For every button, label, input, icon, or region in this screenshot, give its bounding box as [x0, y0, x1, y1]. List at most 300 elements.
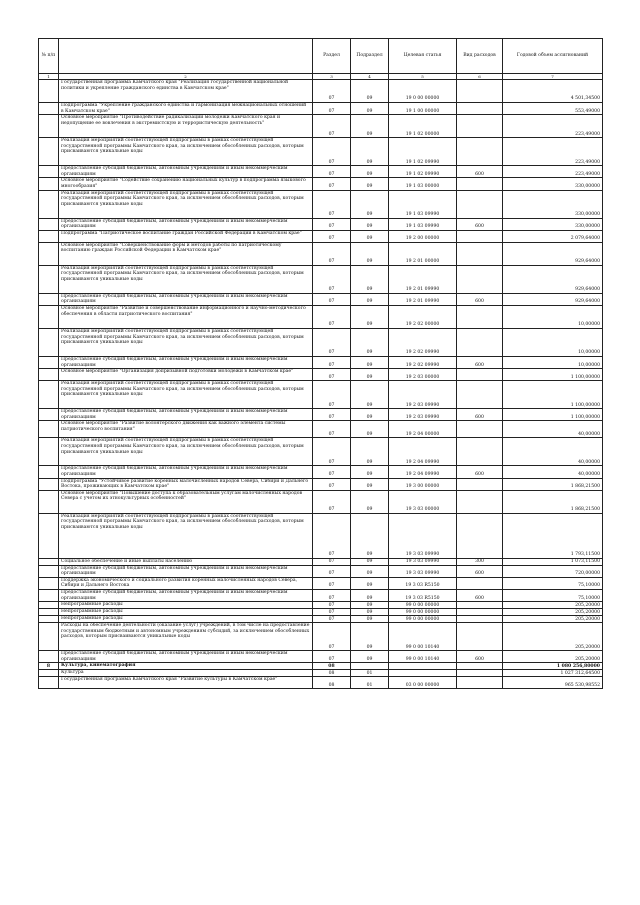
row-razdel: 07: [313, 328, 351, 356]
row-name: Реализация мероприятий соответствующей подпрограммы в рамках соответствующей государственной программы Камчатского края, за исключением обособленных расходов, которым присваиваются уникальные коды: [59, 328, 313, 356]
row-name: Поддержка экономического и социального развития коренных малочисленных народов Севера, Сибири и Дальнего Востока: [59, 577, 313, 589]
row-statya: 19 0 00 00000: [389, 80, 457, 103]
table-row: [39, 103, 603, 115]
row-vid: [457, 490, 503, 513]
row-sum: 929,64000: [503, 265, 603, 293]
row-number: [39, 651, 59, 663]
row-vid: 600: [457, 218, 503, 230]
row-sum: 1 073,11500: [503, 558, 603, 565]
row-razdel: 07: [313, 616, 351, 623]
row-statya: 19 2 02 09990: [389, 356, 457, 368]
header-num: № п/п: [39, 39, 59, 74]
header-row: [39, 39, 603, 74]
table-row: [39, 190, 603, 218]
row-statya: 19 1 03 00000: [389, 178, 457, 190]
row-number: [39, 293, 59, 305]
row-statya: 99 0 00 00000: [389, 609, 457, 616]
row-podrazdel: [351, 663, 389, 670]
row-sum: 929,64000: [503, 293, 603, 305]
row-sum: 330,00000: [503, 190, 603, 218]
row-sum: 553,49000: [503, 103, 603, 115]
row-vid: 600: [457, 409, 503, 421]
row-razdel: 07: [313, 190, 351, 218]
row-number: [39, 178, 59, 190]
row-podrazdel: 09: [351, 381, 389, 409]
row-number: [39, 369, 59, 381]
column-index: 7: [503, 74, 603, 80]
row-number: [39, 466, 59, 478]
table-row: [39, 616, 603, 623]
row-statya: [389, 663, 457, 670]
row-statya: 19 1 03 09990: [389, 218, 457, 230]
table-row: [39, 381, 603, 409]
row-statya: 19 2 04 09990: [389, 438, 457, 466]
row-statya: 99 0 00 10140: [389, 623, 457, 651]
row-vid: [457, 478, 503, 490]
row-podrazdel: 09: [351, 513, 389, 558]
row-sum: 1 100,00000: [503, 409, 603, 421]
table-row: [39, 602, 603, 609]
row-sum: 720,00000: [503, 565, 603, 577]
table-row: [39, 609, 603, 616]
row-razdel: 07: [313, 369, 351, 381]
row-razdel: 07: [313, 421, 351, 438]
row-vid: [457, 438, 503, 466]
row-number: [39, 616, 59, 623]
row-podrazdel: 09: [351, 115, 389, 138]
table-row: [39, 230, 603, 242]
row-statya: 19 2 01 09990: [389, 265, 457, 293]
row-sum: 223,49000: [503, 115, 603, 138]
row-podrazdel: 09: [351, 265, 389, 293]
row-number: [39, 356, 59, 368]
table-row: [39, 166, 603, 178]
row-number: [39, 478, 59, 490]
row-name: Реализация мероприятий соответствующей подпрограммы в рамках соответствующей государственной программы Камчатского края, за исключением обособленных расходов, которым присваиваются уникальные коды: [59, 265, 313, 293]
row-statya: 19 2 02 00000: [389, 305, 457, 328]
row-podrazdel: 09: [351, 623, 389, 651]
row-name: Реализация мероприятий соответствующей подпрограммы в рамках соответствующей государственной программы Камчатского края, за исключением обособленных расходов, которым присваиваются уникальные коды: [59, 381, 313, 409]
row-sum: 2 079,64000: [503, 230, 603, 242]
table-row: [39, 670, 603, 677]
row-podrazdel: 09: [351, 616, 389, 623]
row-vid: [457, 242, 503, 265]
row-sum: 1 793,11500: [503, 513, 603, 558]
row-name: Основное мероприятие "Развитие волонтерского движения как важного элемента системы патриотического воспитания": [59, 421, 313, 438]
row-vid: [457, 670, 503, 677]
row-name: Реализация мероприятий соответствующей подпрограммы в рамках соответствующей государственной программы Камчатского края, за исключением обособленных расходов, которым присваиваются уникальные коды: [59, 438, 313, 466]
row-vid: [457, 103, 503, 115]
row-name: Подпрограмма "Укрепление гражданского единства и гармонизация межнациональных отношений в Камчатском крае": [59, 103, 313, 115]
row-razdel: 07: [313, 602, 351, 609]
row-sum: 929,64000: [503, 242, 603, 265]
row-name: Социальное обеспечение и иные выплаты населению: [59, 558, 313, 565]
row-statya: 19 1 00 00000: [389, 103, 457, 115]
row-podrazdel: 09: [351, 218, 389, 230]
header-vid: Вид расходов: [457, 39, 503, 74]
row-statya: 19 1 02 00000: [389, 115, 457, 138]
row-number: [39, 609, 59, 616]
row-number: [39, 623, 59, 651]
row-sum: 1 868,21500: [503, 490, 603, 513]
row-vid: 300: [457, 558, 503, 565]
row-name: Непрограммные расходы: [59, 616, 313, 623]
row-razdel: 07: [313, 409, 351, 421]
row-name: Предоставление субсидий бюджетным, автономным учреждениям и иным некоммерческим организациям: [59, 466, 313, 478]
row-statya: 19 1 02 09990: [389, 166, 457, 178]
row-razdel: 08: [313, 677, 351, 689]
table-row: [39, 328, 603, 356]
table-row: [39, 115, 603, 138]
column-index: 1: [39, 74, 59, 80]
row-sum: 10,00000: [503, 356, 603, 368]
row-vid: [457, 305, 503, 328]
table-row: [39, 265, 603, 293]
row-razdel: 07: [313, 230, 351, 242]
row-vid: [457, 265, 503, 293]
row-sum: 330,00000: [503, 218, 603, 230]
row-vid: [457, 609, 503, 616]
row-number: [39, 328, 59, 356]
row-podrazdel: 09: [351, 230, 389, 242]
row-statya: 19 2 03 09990: [389, 381, 457, 409]
row-statya: 19 3 03 09990: [389, 565, 457, 577]
row-razdel: 07: [313, 265, 351, 293]
row-statya: 19 2 04 00000: [389, 421, 457, 438]
column-index: 5: [389, 74, 457, 80]
row-podrazdel: 09: [351, 590, 389, 602]
row-name: Государственная программа Камчатского края "Развитие культуры в Камчатском крае": [59, 677, 313, 689]
header-sum: Годовой объем ассигнований: [503, 39, 603, 74]
row-vid: 600: [457, 565, 503, 577]
table-row: [39, 565, 603, 577]
table-row: [39, 490, 603, 513]
row-sum: 1 100,00000: [503, 381, 603, 409]
row-podrazdel: 09: [351, 103, 389, 115]
row-statya: 19 3 03 00000: [389, 490, 457, 513]
row-podrazdel: 01: [351, 670, 389, 677]
row-razdel: 07: [313, 478, 351, 490]
row-sum: 10,00000: [503, 328, 603, 356]
row-razdel: 07: [313, 166, 351, 178]
row-number: [39, 602, 59, 609]
row-name: Предоставление субсидий бюджетным, автономным учреждениям и иным некоммерческим организациям: [59, 565, 313, 577]
row-vid: [457, 663, 503, 670]
row-name: Реализация мероприятий соответствующей подпрограммы в рамках соответствующей государственной программы Камчатского края, за исключением обособленных расходов, которым присваиваются уникальные коды: [59, 138, 313, 166]
row-number: [39, 242, 59, 265]
row-vid: [457, 577, 503, 589]
table-row: [39, 421, 603, 438]
row-sum: 965 530,98552: [503, 677, 603, 689]
row-statya: 19 2 01 09990: [389, 293, 457, 305]
row-razdel: 07: [313, 651, 351, 663]
row-sum: 223,49000: [503, 166, 603, 178]
table-row: [39, 409, 603, 421]
row-vid: 600: [457, 590, 503, 602]
row-name: Реализация мероприятий соответствующей подпрограммы в рамках соответствующей государственной программы Камчатского края, за исключением обособленных расходов, которым присваиваются уникальные коды: [59, 190, 313, 218]
row-podrazdel: 09: [351, 305, 389, 328]
row-name: Реализация мероприятий соответствующей подпрограммы в рамках соответствующей государственной программы Камчатского края, за исключением обособленных расходов, которым присваиваются уникальные коды: [59, 513, 313, 558]
row-podrazdel: 09: [351, 651, 389, 663]
row-number: [39, 138, 59, 166]
row-podrazdel: 09: [351, 409, 389, 421]
row-statya: 19 2 00 00000: [389, 230, 457, 242]
table-row: [39, 293, 603, 305]
table-row: [39, 558, 603, 565]
row-name: Основное мероприятие "Содействие сохранению национальных культур в подпрограмма языкового многообразия": [59, 178, 313, 190]
row-statya: 19 1 03 09990: [389, 190, 457, 218]
row-sum: 205,20000: [503, 651, 603, 663]
row-vid: [457, 190, 503, 218]
row-number: [39, 490, 59, 513]
row-number: [39, 577, 59, 589]
row-razdel: 07: [313, 115, 351, 138]
row-number: [39, 565, 59, 577]
row-razdel: 07: [313, 138, 351, 166]
row-statya: 99 0 00 00000: [389, 602, 457, 609]
row-podrazdel: 09: [351, 178, 389, 190]
row-sum: 10,00000: [503, 305, 603, 328]
row-number: [39, 265, 59, 293]
row-number: [39, 381, 59, 409]
row-name: Предоставление субсидий бюджетным, автономным учреждениям и иным некоммерческим организациям: [59, 356, 313, 368]
row-podrazdel: 09: [351, 421, 389, 438]
row-razdel: 07: [313, 590, 351, 602]
row-number: [39, 305, 59, 328]
row-name: Основное мероприятие "Совершенствование форм и методов работы по патриотическому воспитанию граждан Российской Федерации в Камчатском крае": [59, 242, 313, 265]
budget-table: [38, 38, 603, 689]
row-podrazdel: 09: [351, 602, 389, 609]
row-podrazdel: 09: [351, 565, 389, 577]
row-podrazdel: 09: [351, 166, 389, 178]
row-number: [39, 218, 59, 230]
row-vid: [457, 178, 503, 190]
row-statya: 19 2 02 09990: [389, 328, 457, 356]
row-podrazdel: 09: [351, 609, 389, 616]
row-sum: 205,20000: [503, 602, 603, 609]
row-name: Культура, кинематография: [59, 663, 313, 670]
row-number: [39, 421, 59, 438]
row-name: Подпрограмма "Устойчивое развитие коренных малочисленных народов Севера, Сибири и Дальнего Востока, проживающих в Камчатском крае": [59, 478, 313, 490]
column-index: 2: [59, 74, 313, 80]
row-statya: 19 3 03 09990: [389, 558, 457, 565]
row-statya: 99 0 00 10140: [389, 651, 457, 663]
row-vid: [457, 421, 503, 438]
table-row: [39, 218, 603, 230]
row-name: Предоставление субсидий бюджетным, автономным учреждениям и иным некоммерческим организациям: [59, 218, 313, 230]
row-podrazdel: 09: [351, 490, 389, 513]
row-statya: 19 3 03 R5150: [389, 577, 457, 589]
row-number: [39, 115, 59, 138]
row-name: Предоставление субсидий бюджетным, автономным учреждениям и иным некоммерческим организациям: [59, 651, 313, 663]
row-vid: [457, 623, 503, 651]
row-razdel: 07: [313, 80, 351, 103]
row-vid: 600: [457, 356, 503, 368]
row-razdel: 07: [313, 218, 351, 230]
row-sum: 75,10000: [503, 577, 603, 589]
row-vid: [457, 230, 503, 242]
row-sum: 1 080 256,80000: [503, 663, 603, 670]
table-row: [39, 513, 603, 558]
row-name: Государственная программа Камчатского края "Реализация государственной национальной политики и укрепление гражданского единства в Камчатском крае": [59, 80, 313, 103]
table-row: [39, 577, 603, 589]
table-row: [39, 651, 603, 663]
table-row: [39, 438, 603, 466]
table-row: [39, 242, 603, 265]
row-number: [39, 230, 59, 242]
row-vid: [457, 369, 503, 381]
row-razdel: 07: [313, 103, 351, 115]
document-page: [38, 38, 602, 689]
row-vid: [457, 513, 503, 558]
row-sum: 4 501,34500: [503, 80, 603, 103]
row-razdel: 07: [313, 609, 351, 616]
row-podrazdel: 09: [351, 369, 389, 381]
row-number: [39, 103, 59, 115]
table-row: [39, 305, 603, 328]
column-index: 6: [457, 74, 503, 80]
row-statya: 19 3 03 09990: [389, 513, 457, 558]
table-row: [39, 590, 603, 602]
row-name: Предоставление субсидий бюджетным, автономным учреждениям и иным некоммерческим организациям: [59, 293, 313, 305]
row-number: 8: [39, 663, 59, 670]
row-razdel: 07: [313, 565, 351, 577]
row-name: Предоставление субсидий бюджетным, автономным учреждениям и иным некоммерческим организациям: [59, 409, 313, 421]
row-sum: 205,20000: [503, 616, 603, 623]
table-row: [39, 356, 603, 368]
row-name: Основное мероприятие "Повышение доступа к образовательным услугам малочисленных народов Севера с учетом их этнокультурных особенностей": [59, 490, 313, 513]
row-statya: [389, 670, 457, 677]
row-razdel: 08: [313, 663, 351, 670]
header-name: [59, 39, 313, 74]
row-number: [39, 558, 59, 565]
row-name: Предоставление субсидий бюджетным, автономным учреждениям и иным некоммерческим организациям: [59, 590, 313, 602]
row-name: Непрограммные расходы: [59, 609, 313, 616]
row-number: [39, 166, 59, 178]
row-sum: 1 027 312,64500: [503, 670, 603, 677]
row-name: Основное мероприятие "Развитие и совершенствование информационного и научно-методического обеспечения в области патриотического воспитания": [59, 305, 313, 328]
row-razdel: 07: [313, 178, 351, 190]
row-razdel: 07: [313, 466, 351, 478]
row-name: Культура: [59, 670, 313, 677]
row-razdel: 07: [313, 293, 351, 305]
table-body: [39, 80, 603, 689]
row-vid: [457, 138, 503, 166]
row-vid: [457, 115, 503, 138]
column-index: 4: [351, 74, 389, 80]
table-row: [39, 677, 603, 689]
row-statya: 03 0 00 00000: [389, 677, 457, 689]
row-vid: [457, 381, 503, 409]
row-statya: 19 2 03 09990: [389, 409, 457, 421]
row-sum: 40,00000: [503, 466, 603, 478]
row-sum: 1 868,21500: [503, 478, 603, 490]
row-vid: [457, 602, 503, 609]
row-podrazdel: 09: [351, 478, 389, 490]
row-razdel: 07: [313, 558, 351, 565]
row-vid: [457, 80, 503, 103]
row-statya: 19 2 03 00000: [389, 369, 457, 381]
row-number: [39, 590, 59, 602]
row-vid: [457, 677, 503, 689]
row-razdel: 07: [313, 242, 351, 265]
row-vid: [457, 616, 503, 623]
row-vid: 600: [457, 293, 503, 305]
table-row: [39, 478, 603, 490]
row-sum: 40,00000: [503, 421, 603, 438]
row-razdel: 07: [313, 623, 351, 651]
row-sum: 330,00000: [503, 178, 603, 190]
row-sum: 75,10000: [503, 590, 603, 602]
header-statya: Целевая статья: [389, 39, 457, 74]
row-name: Предоставление субсидий бюджетным, автономным учреждениям и иным некоммерческим организациям: [59, 166, 313, 178]
table-row: [39, 623, 603, 651]
header-podrazdel: Подраздел: [351, 39, 389, 74]
row-razdel: 08: [313, 670, 351, 677]
row-vid: 600: [457, 651, 503, 663]
row-sum: 40,00000: [503, 438, 603, 466]
row-statya: 19 2 01 00000: [389, 242, 457, 265]
row-number: [39, 409, 59, 421]
row-podrazdel: 09: [351, 558, 389, 565]
table-row: [39, 466, 603, 478]
row-podrazdel: 09: [351, 242, 389, 265]
row-podrazdel: 09: [351, 466, 389, 478]
row-name: Основное мероприятие "Организация допризывной подготовки молодежи в Камчатском крае": [59, 369, 313, 381]
row-podrazdel: 09: [351, 356, 389, 368]
row-podrazdel: 09: [351, 190, 389, 218]
row-number: [39, 190, 59, 218]
header-razdel: Раздел: [313, 39, 351, 74]
row-razdel: 07: [313, 577, 351, 589]
row-number: [39, 513, 59, 558]
row-vid: 600: [457, 166, 503, 178]
row-number: [39, 670, 59, 677]
row-number: [39, 438, 59, 466]
row-podrazdel: 09: [351, 138, 389, 166]
row-number: [39, 677, 59, 689]
row-razdel: 07: [313, 438, 351, 466]
column-index: 3: [313, 74, 351, 80]
row-name: Подпрограмма "Патриотическое воспитание граждан Российской Федерации в Камчатском крае": [59, 230, 313, 242]
row-razdel: 07: [313, 381, 351, 409]
row-podrazdel: 09: [351, 438, 389, 466]
table-row: [39, 663, 603, 670]
row-name: Непрограммные расходы: [59, 602, 313, 609]
row-sum: 1 100,00000: [503, 369, 603, 381]
row-name: Основное мероприятие "Противодействие радикализации молодежи Камчатского края и недопущение ее вовлечения в экстремистскую и террористическую деятельность": [59, 115, 313, 138]
table-row: [39, 138, 603, 166]
row-statya: 99 0 00 00000: [389, 616, 457, 623]
row-sum: 205,20000: [503, 623, 603, 651]
row-razdel: 07: [313, 513, 351, 558]
row-number: [39, 80, 59, 103]
row-sum: 223,49000: [503, 138, 603, 166]
row-podrazdel: 01: [351, 677, 389, 689]
row-vid: 600: [457, 466, 503, 478]
row-razdel: 07: [313, 356, 351, 368]
row-podrazdel: 09: [351, 293, 389, 305]
row-razdel: 07: [313, 490, 351, 513]
row-sum: 205,20000: [503, 609, 603, 616]
table-row: [39, 369, 603, 381]
row-name: Расходы на обеспечение деятельности (оказание услуг) учреждений, в том числе на предоставление государственным бюджетным и автономным учреждениям субсидий, за исключением обособленных расходов, которым присваиваются уникальные коды: [59, 623, 313, 651]
row-podrazdel: 09: [351, 328, 389, 356]
row-statya: 19 1 02 09990: [389, 138, 457, 166]
row-statya: 19 3 00 00000: [389, 478, 457, 490]
table-row: [39, 80, 603, 103]
table-row: [39, 178, 603, 190]
